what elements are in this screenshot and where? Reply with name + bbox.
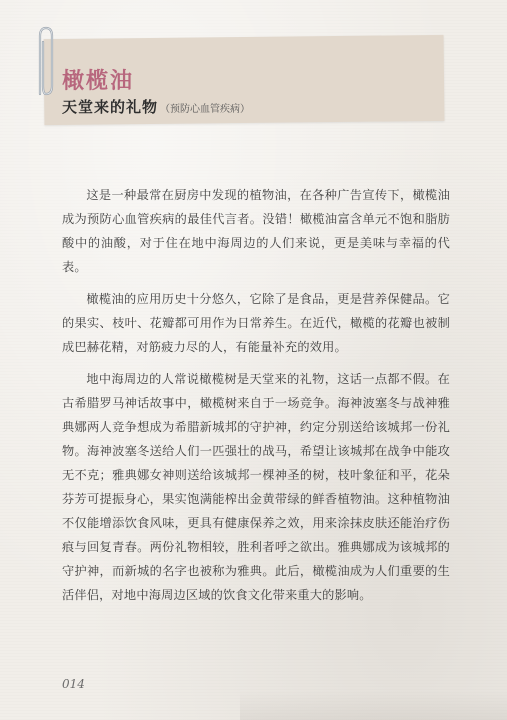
page-fold-shadow: [240, 690, 507, 720]
paperclip-icon: [30, 24, 60, 102]
page-title: 橄榄油: [62, 69, 135, 94]
paragraph: 橄榄油的应用历史十分悠久，它除了是食品，更是营养保健品。它的果实、枝叶、花瓣都可用作为日常养生。在近代，橄榄的花瓣也被制成巴赫花精，对筋疲力尽的人，有能量补充的效用。: [62, 292, 450, 354]
paragraph: 地中海周边的人常说橄榄树是天堂来的礼物，这话一点都不假。在古希腊罗马神话故事中，橄榄树来自于一场竞争。海神波塞冬与战神雅典娜两人竞争想成为希腊新城邦的守护神，约定分别送给该城邦一份礼物。海神波塞冬送给人们一匹强壮的战马，希望让该城邦在战争中能攻无不克；雅典娜女神则送给该城邦一棵神圣的树，枝叶象征和平，花朵芬芳可提振身心，果实饱满能榨出金黄带绿的鲜香植物油。这种植物油不仅能增添饮食风味，更具有健康保养之效，用来涂抹皮肤还能治疗伤痕与回复青春。两份礼物相较，胜利者呼之欲出。雅典娜成为该城邦的守护神，而新城的名字也被称为雅典。此后，橄榄油成为人们重要的生活伴侣，对地中海周边区域的饮食文化带来重大的影响。: [62, 372, 450, 602]
subtitle-row: [62, 96, 250, 117]
body-text: [62, 183, 450, 615]
paragraph: 这是一种最常在厨房中发现的植物油，在各种广告宣传下，橄榄油成为预防心血管疾病的最佳代言者。没错！橄榄油富含单元不饱和脂肪酸中的油酸，对于住在地中海周边的人们来说，更是美味与幸福的代表。: [62, 188, 450, 274]
subtitle-note: （预防心血管疾病）: [160, 104, 251, 115]
page-number: 014: [62, 677, 85, 691]
page-subtitle: 天堂来的礼物: [62, 98, 159, 116]
